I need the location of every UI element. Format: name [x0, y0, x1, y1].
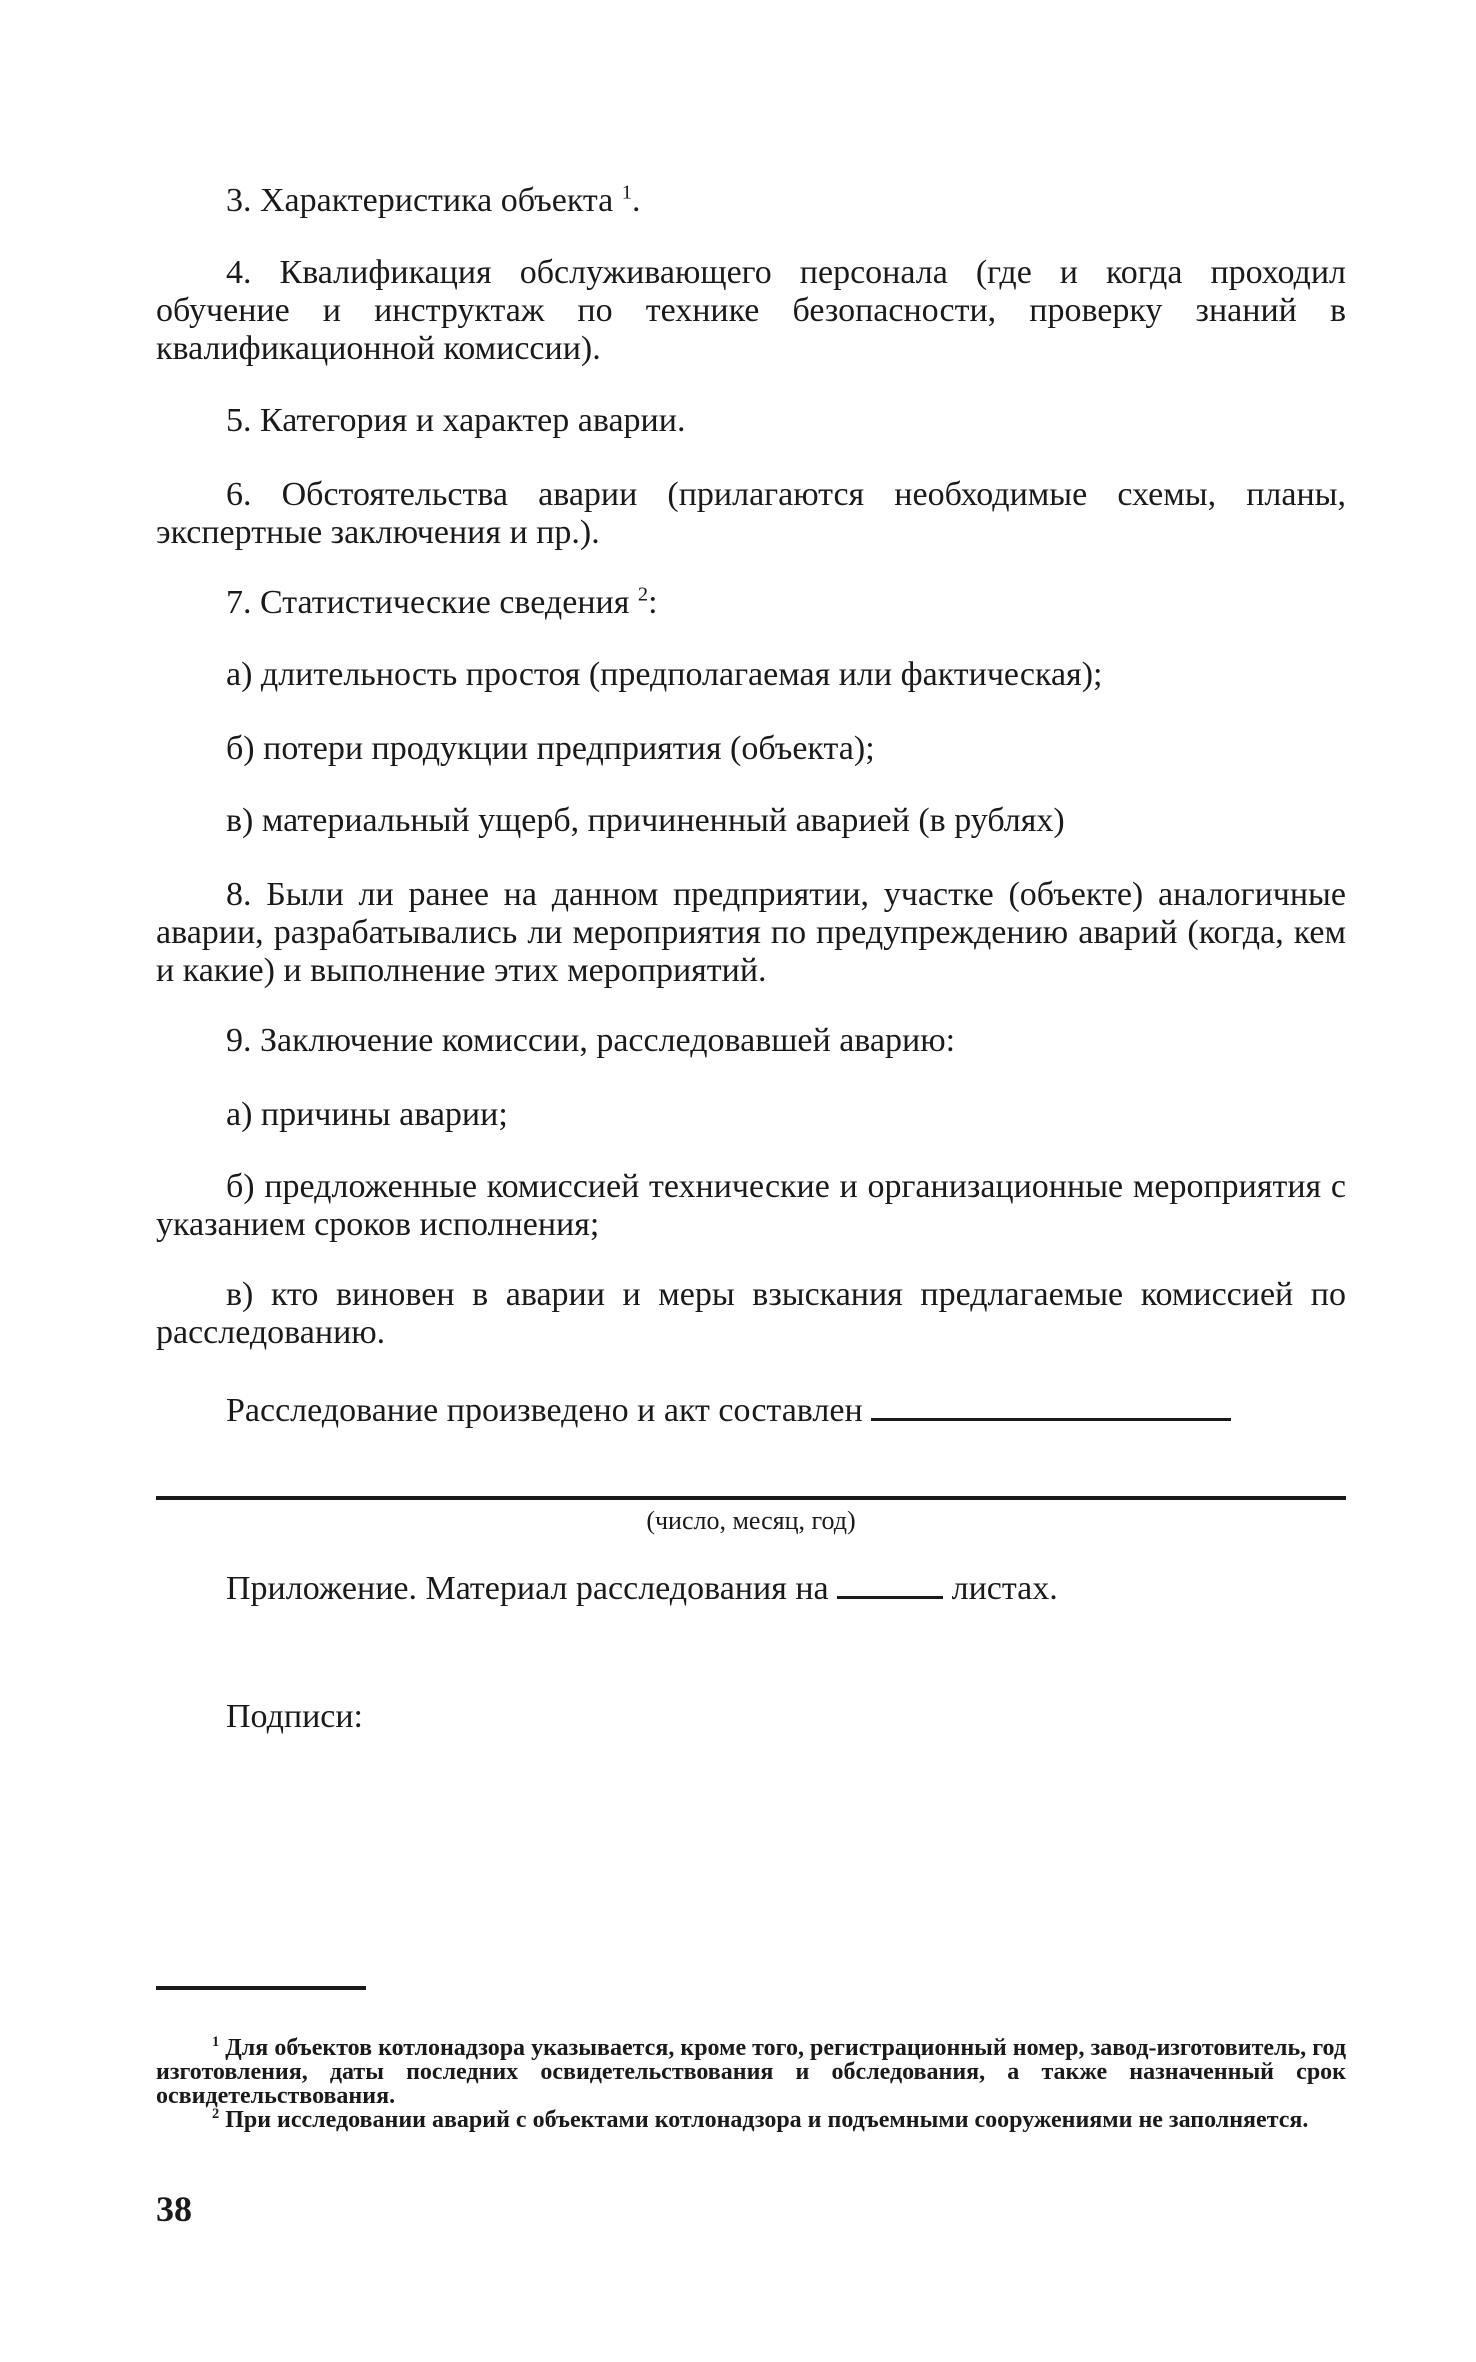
investigation-line: [156, 1392, 1346, 1430]
footnote-separator: [156, 1986, 366, 1990]
footnote-2-text: При исследовании аварий с объектами котлонадзора и подъемными сооружениями не заполняется.: [225, 2107, 1309, 2133]
item-9: 9. Заключение комиссии, расследовавшей аварию:: [226, 1022, 956, 1059]
item-3: [156, 182, 1346, 220]
item-4: 4. Квалификация обслуживающего персонала (где и когда проходил обучение и инструктаж по технике безопасности, проверку знаний в квалификационной комиссии).: [156, 254, 1346, 367]
footnote-2-mark: 2: [212, 2106, 220, 2122]
footnote-1-text: Для объектов котлонадзора указывается, кроме того, регистрационный номер, завод-изготовитель, год изготовления, даты последних освидетельствования и обследования, а также назначенный срок освидетельствования.: [156, 2035, 1346, 2109]
item-7-end: :: [648, 584, 658, 621]
sheets-blank: [837, 1596, 943, 1599]
item-9a: а) причины аварии;: [226, 1096, 508, 1133]
item-8: 8. Были ли ранее на данном предприятии, участке (объекте) аналогичные аварии, разрабатывались ли мероприятия по предупреждению аварий (когда, кем и какие) и выполнение этих мероприятий.: [156, 876, 1346, 989]
footnote-1: [156, 2036, 1346, 2108]
appendix-tail: листах.: [951, 1570, 1058, 1607]
footnote-ref-1: 1: [621, 181, 632, 204]
footnote-ref-2: 2: [637, 583, 649, 606]
footnote-2: [156, 2108, 1346, 2132]
item-9c: в) кто виновен в аварии и меры взыскания предлагаемые комиссией по расследованию.: [156, 1276, 1346, 1351]
item-7: [156, 584, 1346, 622]
item-7c: в) материальный ущерб, причиненный аварией (в рублях): [226, 802, 1065, 839]
item-5: 5. Категория и характер аварии.: [226, 402, 686, 439]
item-7a: а) длительность простоя (предполагаемая или фактическая);: [226, 656, 1103, 693]
item-3-end: .: [631, 182, 641, 219]
item-7-text: 7. Статистические сведения: [226, 584, 630, 621]
item-9b: б) предложенные комиссией технические и организационные мероприятия с указанием сроков исполнения;: [156, 1168, 1346, 1243]
date-rule: [156, 1496, 1346, 1500]
appendix-text: Приложение. Материал расследования на: [226, 1570, 829, 1607]
item-6: 6. Обстоятельства аварии (прилагаются необходимые схемы, планы, экспертные заключения и пр.).: [156, 476, 1346, 551]
investigation-text: Расследование произведено и акт составлен: [226, 1392, 863, 1429]
appendix-line: [156, 1570, 1346, 1608]
date-caption: (число, месяц, год): [646, 1506, 856, 1535]
signatures-label: Подписи:: [226, 1698, 363, 1735]
investigation-blank: [871, 1418, 1231, 1421]
item-3-text: 3. Характеристика объекта: [226, 182, 614, 219]
item-7b: б) потери продукции предприятия (объекта);: [226, 730, 875, 767]
page-number: 38: [156, 2189, 192, 2229]
footnote-1-mark: 1: [212, 2034, 220, 2050]
